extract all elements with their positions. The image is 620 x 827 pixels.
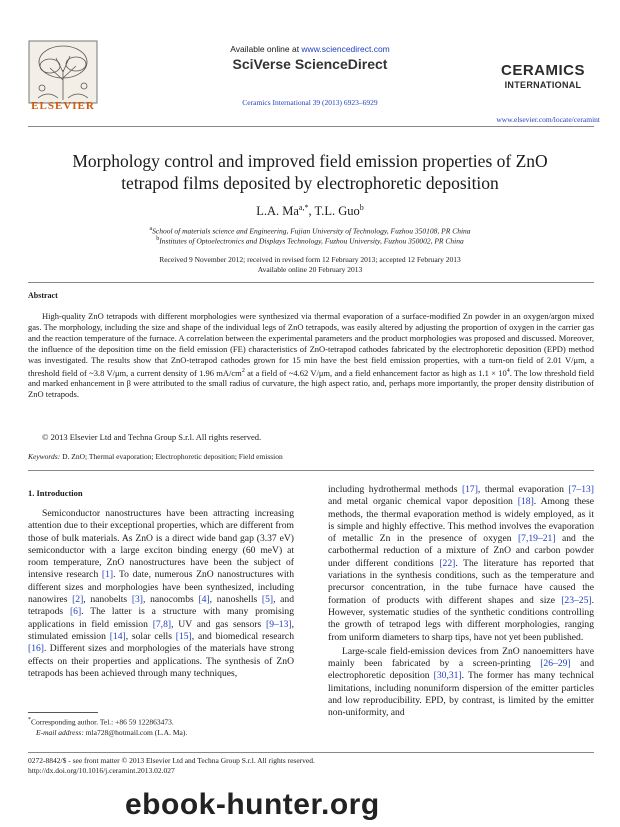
citation-link[interactable]: [3] — [131, 594, 143, 606]
keywords-label: Keywords: — [28, 452, 61, 461]
publisher-name: ELSEVIER — [31, 100, 95, 112]
right-paragraph-text-segment: and electrophoretic deposition — [328, 658, 594, 682]
doi-link[interactable]: http://dx.doi.org/10.1016/j.ceramint.2013.02.027 — [28, 766, 175, 775]
available-date: Available online 20 February 2013 — [257, 265, 363, 274]
affiliation-b-mark: b — [156, 236, 160, 242]
left-paragraph-text-segment: . The latter is a structure with many promising applications in field emission — [28, 606, 294, 630]
citation-link[interactable]: [14] — [109, 630, 126, 642]
left-paragraph-text-segment: , UV and gas sensors — [171, 618, 267, 630]
journal-logo-line1: CERAMICS — [500, 62, 585, 79]
keywords-text: D. ZnO; Thermal evaporation; Electrophoretic deposition; Field emission — [60, 452, 283, 461]
journal-logo-line2: INTERNATIONAL — [504, 80, 582, 90]
title-line-2: tetrapod films deposited by electrophoretic deposition — [121, 173, 499, 193]
email-note — [28, 728, 336, 737]
citation-link[interactable]: [16] — [28, 643, 44, 655]
corresponding-author-note — [28, 717, 328, 727]
elsevier-tree-logo — [28, 40, 98, 104]
affiliation-a-text: School of materials science and Engineering, Fujian University of Technology, Fuzhou 350108, PR China — [152, 226, 471, 236]
left-paragraph-text-segment: , stimulated emission — [28, 618, 294, 642]
abstract-sup-1: 2 — [241, 367, 245, 374]
citation-link[interactable]: [9–13] — [266, 618, 292, 630]
left-paragraph-text-segment: , solar cells — [125, 630, 176, 642]
author-2: T.L. Guo — [314, 204, 360, 219]
citation-link[interactable]: [15] — [175, 630, 192, 642]
email-address[interactable]: mla728@hotmail.com (L.A. Ma). — [83, 728, 188, 737]
citation-link[interactable]: [7–13] — [568, 484, 594, 495]
left-paragraph-text-segment: , nanobelts — [83, 594, 132, 606]
watermark-text: ebook-hunter.org — [125, 788, 380, 821]
citation-link[interactable]: [2] — [72, 594, 84, 606]
citation-link[interactable]: [23–25] — [561, 594, 592, 606]
right-paragraph-text-segment: , thermal evaporation — [477, 484, 569, 495]
citation-link[interactable]: [26–29] — [540, 658, 571, 670]
citation-link[interactable]: [1] — [101, 569, 114, 581]
right-paragraph-text-segment: including hydrothermal methods — [328, 484, 462, 495]
right-paragraph-text-segment: . The former has many technical limitations, including nonuniform dispersion of the emitter particles and low reproducibility. EPD, by contrast, is limited by the emitter non-uniformity, and — [328, 670, 594, 719]
affiliation-a — [40, 226, 580, 236]
sciencedirect-link[interactable]: www.sciencedirect.com — [301, 44, 390, 54]
abstract-sup-2: 4 — [506, 367, 510, 374]
issn-line: 0272-8842/$ - see front matter © 2013 Elsevier Ltd and Techna Group S.r.l. All rights reserved. — [28, 756, 315, 765]
right-paragraph-2 — [328, 646, 594, 720]
email-label: E-mail address: — [36, 728, 84, 737]
author-1: L.A. Ma — [256, 204, 299, 219]
right-column — [328, 484, 594, 720]
affiliation-b-text: Institutes of Optoelectronics and Displays Technology, Fuzhou University, Fuzhou 350002, PR China — [159, 236, 464, 246]
abstract-top-divider — [28, 282, 594, 283]
left-paragraph-1 — [28, 508, 294, 680]
journal-reference[interactable]: Ceramics International 39 (2013) 6923–6929 — [242, 98, 378, 107]
abstract-copyright: © 2013 Elsevier Ltd and Techna Group S.r.l. All rights reserved. — [42, 432, 262, 442]
author-2-affil: b — [359, 203, 364, 212]
citation-link[interactable]: [17] — [461, 484, 478, 495]
platform-name: SciVerse ScienceDirect — [232, 56, 388, 72]
affiliation-a-mark: a — [149, 226, 153, 232]
abstract-heading: Abstract — [28, 291, 58, 300]
right-paragraph-text-segment: . However, systematic studies of the synthetic conditions controlling the growth of tetrapod legs with different morphologies, ranging from uniform diameters to sharp tips, have not yet been published. — [328, 594, 594, 643]
citation-link[interactable]: [7,19–21] — [517, 533, 556, 545]
right-paragraph-1 — [328, 484, 594, 644]
author-list — [40, 203, 580, 219]
footer-divider — [28, 752, 594, 753]
left-paragraph-text-segment: . Different sizes and morphologies of the materials have strong effects on their properties and applications. The synthesis of ZnO tetrapods has been achieved through many techniques, — [28, 643, 294, 679]
corr-text: Corresponding author. Tel.: +86 59 122863473. — [31, 717, 174, 727]
available-prefix: Available online at — [230, 44, 302, 54]
citation-link[interactable]: [4] — [198, 594, 210, 606]
affiliation-b — [40, 236, 580, 246]
abstract-text — [28, 311, 594, 400]
abstract-part-1: High-quality ZnO tetrapods with different morphologies were synthesized via thermal evaporation of a surface-modified Zn powder in an oxygen/argon mixed gas. The morphology, including the size and shape of the individual legs of ZnO tetrapods, was easily altered by adjusting the proportion of oxygen in the carrier gas and the reaction temperature of the furnace. A correlation between the experimental parameters and the product morphologies was proposed and discussed. Moreover, the influence of the deposition time on the field emission (FE) characteristics of ZnO-tetrapod cathodes fabricated by the electrophoretic deposition (EPD) method was investigated. The results show that ZnO-tetrapod cathodes grown for 15 min have the best field emission properties, with a turn-on field of 2.01 V/μm, a threshold field of ~3.8 V/μm, a current density of 1.96 mA/cm — [28, 311, 594, 378]
citation-link[interactable]: [30,31] — [433, 670, 462, 682]
author-1-affil: a,* — [298, 203, 309, 212]
left-paragraph-text-segment: . To date, numerous ZnO nanostructures with different sizes and morphologies have been synthesized, including nanowires — [28, 569, 294, 606]
citation-link[interactable]: [6] — [69, 606, 82, 618]
keywords-line — [28, 452, 594, 461]
corr-mark: * — [28, 717, 31, 723]
available-online-line — [180, 44, 440, 54]
footnote-divider — [28, 712, 98, 713]
right-paragraph-text-segment: and metal organic chemical vapor deposition — [328, 496, 518, 508]
citation-link[interactable]: [18] — [517, 496, 534, 508]
right-paragraph-text-segment: and the carbothermal reduction of a mixture of ZnO and carbon powder under different conditions — [328, 533, 594, 569]
right-paragraph-text-segment: . Among these methods, the thermal evaporation method is widely employed, as it is simple and highly effective. This method involves the evaporation of metallic Zn in the presence of oxygen — [328, 496, 594, 545]
article-title — [40, 150, 580, 194]
citation-link[interactable]: [22] — [439, 557, 456, 569]
abstract-part-2: at a field of ~4.62 V/μm, and a field enhancement factor as high as 1.1 × 10 — [244, 367, 507, 378]
left-paragraph-text-segment: , nanocombs — [143, 594, 199, 606]
right-paragraph-text-segment: Large-scale field-emission devices from ZnO nanoemitters have mainly been fabricated by a screen-printing — [328, 645, 594, 670]
right-paragraph-text-segment: . The literature has reported that variations in the synthesis conditions, such as the temperature and precursor concentration, in the tube furnace have caused the formation of products with different shapes and size — [328, 557, 594, 606]
abstract-part-3: . The low threshold field and marked enhancement in β were attributed to the small radius of curvature, the high aspect ratio, and, perhaps more importantly, the proper density distribution of ZnO tetrapods. — [28, 367, 594, 400]
abstract-bottom-divider — [28, 470, 594, 471]
left-column — [28, 508, 294, 680]
left-paragraph-text-segment: Semiconductor nanostructures have been attracting increasing attention due to their exceptional properties, which are different from those of bulk materials. As ZnO is a direct wide band gap (3.37 eV) semiconductor with a large exciton binding energy (60 meV) at room temperature, ZnO nanostructures have been the subject of intensive research — [28, 508, 294, 581]
author-separator: , — [308, 204, 315, 219]
citation-link[interactable]: [7,8] — [152, 618, 172, 630]
received-dates: Received 9 November 2012; received in revised form 12 February 2013; accepted 12 February 2013 — [159, 255, 461, 264]
title-line-1: Morphology control and improved field emission properties of ZnO — [72, 151, 548, 171]
section-heading-introduction: 1. Introduction — [28, 488, 83, 498]
left-paragraph-text-segment: , nanoshells — [209, 594, 262, 606]
citation-link[interactable]: [5] — [261, 594, 274, 606]
left-paragraph-text-segment: , and tetrapods — [28, 594, 295, 618]
journal-url-link[interactable]: www.elsevier.com/locate/ceramint — [496, 115, 600, 124]
header-divider — [28, 126, 594, 127]
left-paragraph-text-segment: , and biomedical research — [191, 630, 294, 642]
